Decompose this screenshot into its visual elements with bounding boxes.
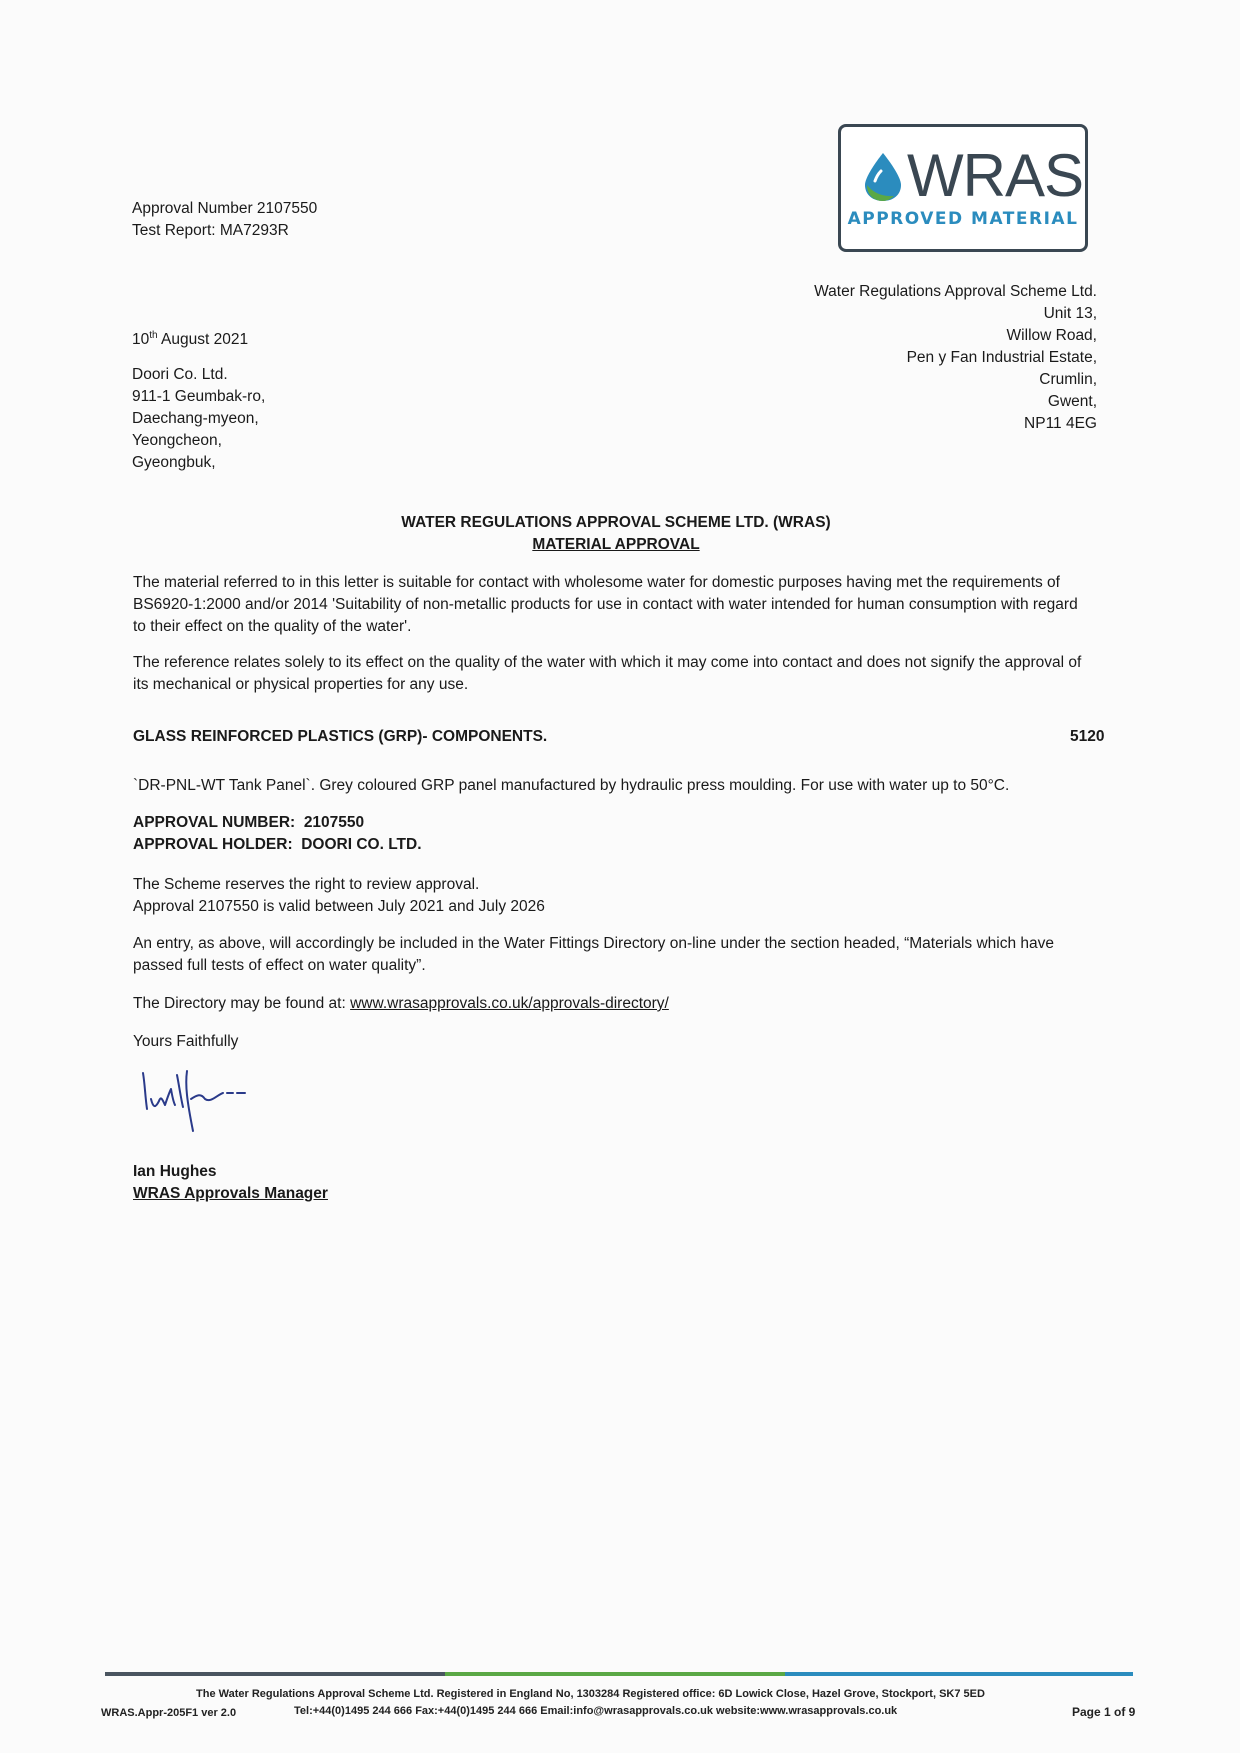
document-title [132, 512, 1100, 556]
approval-holder [133, 834, 422, 856]
closing-salutation: Yours Faithfully [133, 1033, 239, 1050]
approval-number-value: 2107550 [303, 814, 365, 831]
date-suffix: th [149, 330, 158, 341]
signatory-name: Ian Hughes [133, 1163, 217, 1180]
recipient-address [132, 364, 265, 474]
address-line: Doori Co. Ltd. [132, 366, 228, 383]
footer-page-number: Page 1 of 9 [1072, 1705, 1136, 1719]
review-line-1: The Scheme reserves the right to review approval. [133, 876, 480, 893]
directory-entry: An entry, as above, will accordingly be included in the Water Fittings Directory on-line under the section headed, “Materials which have passed full tests of effect on water quality”. [133, 935, 1054, 974]
footer-registration: The Water Regulations Approval Scheme Ltd. Registered in England No, 1303284 Registered office: 6D Lowick Close, Hazel Grove, Stockport, SK7 5ED [196, 1688, 985, 1700]
body-paragraph-2: The reference relates solely to its effect on the quality of the water with which it may come into contact and does not signify the approval of its mechanical or physical properties for any use. [133, 654, 1082, 693]
address-line: NP11 4EG [1024, 415, 1097, 432]
logo-subtitle: APPROVED MATERIAL [847, 209, 1079, 229]
sender-address [697, 281, 1097, 435]
address-line: Crumlin, [1039, 371, 1097, 388]
logo-wordmark: WRAS [907, 142, 1083, 209]
address-line: Daechang-myeon, [132, 410, 259, 427]
footer-divider [105, 1672, 1133, 1676]
footer-bar-blue [785, 1672, 1133, 1676]
product-category: GLASS REINFORCED PLASTICS (GRP)- COMPONENTS. [133, 728, 548, 745]
address-line: Yeongcheon, [132, 432, 222, 449]
letter-date [132, 325, 248, 351]
title-line-1: WATER REGULATIONS APPROVAL SCHEME LTD. (WRAS) [401, 514, 831, 531]
title-line-2: MATERIAL APPROVAL [532, 536, 700, 553]
wras-logo [838, 124, 1088, 252]
footer-bar-grey [105, 1672, 445, 1676]
signatory [133, 1161, 328, 1205]
test-report-line: Test Report: MA7293R [132, 222, 289, 239]
address-line: Gwent, [1047, 393, 1097, 410]
approval-number [133, 812, 422, 834]
date-day: 10 [132, 331, 150, 349]
signatory-position: WRAS Approvals Manager [133, 1185, 328, 1202]
address-line: Willow Road, [1006, 327, 1097, 344]
product-code: 5120 [1070, 728, 1105, 745]
water-drop-icon [861, 151, 905, 203]
address-line: Unit 13, [1043, 305, 1097, 322]
address-line: 911-1 Geumbak-ro, [132, 388, 266, 405]
approval-number-line: Approval Number 2107550 [132, 200, 318, 217]
body-paragraph-1: The material referred to in this letter is suitable for contact with wholesome water for domestic purposes having met the requirements of BS6920-1:2000 and/or 2014 'Suitability of non-metallic products for use in contact with water intended for human consumption with regard to their effect on the quality of the water'. [133, 574, 1078, 635]
date-rest: August 2021 [157, 331, 249, 349]
address-line: Pen y Fan Industrial Estate, [906, 349, 1097, 366]
approval-holder-value: DOORI CO. LTD. [301, 836, 422, 853]
directory-prefix: The Directory may be found at: [133, 995, 351, 1012]
product-description: `DR-PNL-WT Tank Panel`. Grey coloured GRP panel manufactured by hydraulic press moulding. For use with water up to 50°C. [133, 777, 1010, 794]
signature-image [135, 1065, 255, 1135]
directory-link[interactable]: www.wrasapprovals.co.uk/approvals-directory/ [350, 995, 669, 1012]
review-line-2: Approval 2107550 is valid between July 2021 and July 2026 [133, 898, 545, 915]
address-line: Gyeongbuk, [132, 454, 216, 471]
directory-location [133, 993, 669, 1015]
review-statement [133, 874, 545, 918]
footer-form-code: WRAS.Appr-205F1 ver 2.0 [101, 1707, 237, 1719]
approval-details [133, 812, 422, 856]
approval-reference [132, 198, 317, 242]
footer-contact: Tel:+44(0)1495 244 666 Fax:+44(0)1495 244 666 Email:info@wrasapprovals.co.uk website:www.wrasapprovals.co.uk [294, 1705, 898, 1717]
approval-number-label: APPROVAL NUMBER: [133, 814, 296, 831]
address-line: Water Regulations Approval Scheme Ltd. [814, 283, 1097, 300]
approval-holder-label: APPROVAL HOLDER: [133, 836, 293, 853]
footer-bar-green [445, 1672, 785, 1676]
